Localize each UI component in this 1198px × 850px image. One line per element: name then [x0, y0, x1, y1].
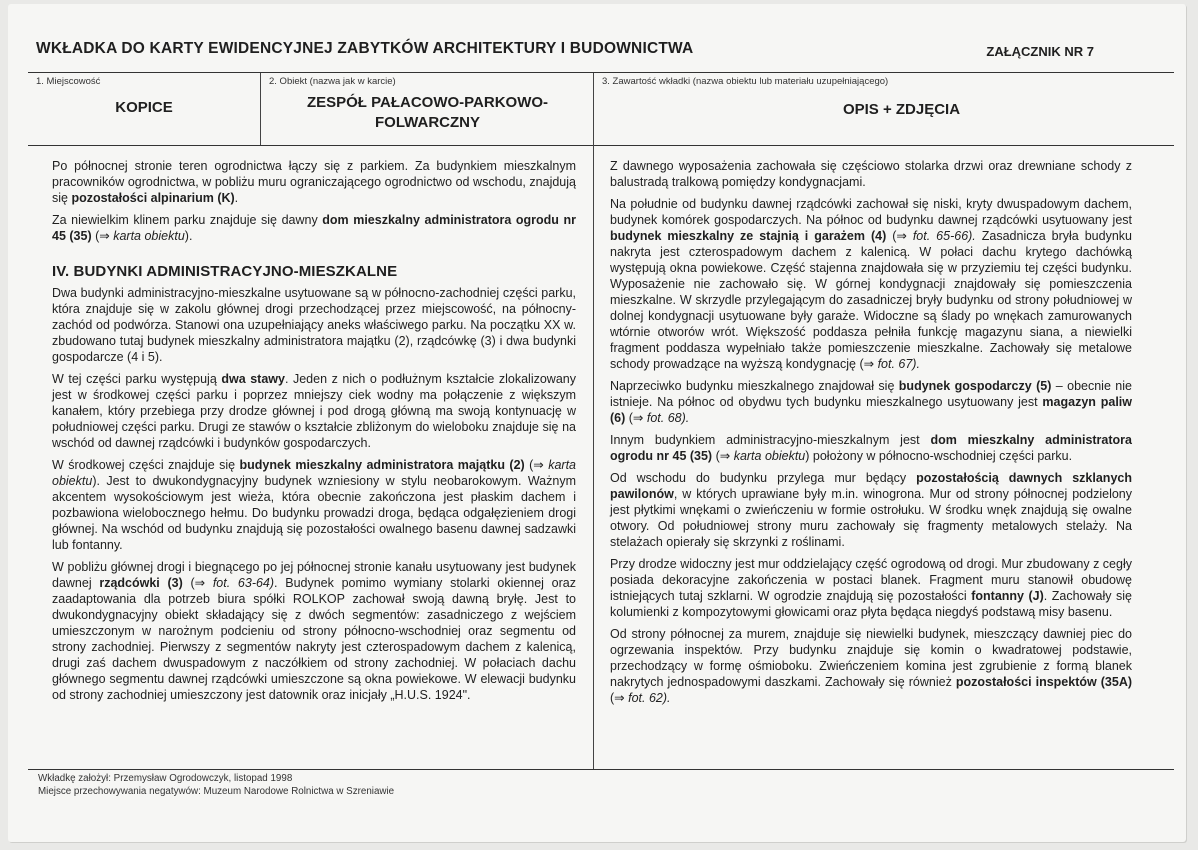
- paragraph-buildings-intro: Dwa budynki administracyjno-mieszkalne usytuowane są w północno-zachodniej części parku, która znajduje się w zakolu głównej drogi przechodzącej przez miejscowość, na północny-zachód od podwórza. Stanowi ona uzupełniający aneks właściwego parku. Na początku XX w. zbudowano tutaj budynek mieszkalny administratora majątku (2), rządcówkę (3) i dwa budynki gospodarcze (4 i 5).: [52, 286, 576, 364]
- paragraph-hotbeds: Od strony północnej za murem, znajduje się niewielki budynek, mieszczący dawniej piec do ogrzewania inspektów. Przy budynku znajduje się komin o kwadratowej podstawie, przechodzący w formę ośmioboku. Zwieńczeniem komina jest zgrubienie z formą blanek nakrytych jednospadowymi daszkami. Zachowały się również pozostałości inspektów (35A) (⇒ fot. 62).: [610, 627, 1133, 705]
- attachment-number: ZAŁĄCZNIK NR 7: [986, 44, 1094, 59]
- paragraph-ponds: W tej części parku występują dwa stawy. Jeden z nich o podłużnym kształcie zlokalizowany jest w środkowej części parku i poprzez mniejszy ciek wodny ma połączenie z większym kanałem, który przebiega przy drodze głównej i pod drogą główną ma swoją kontynuację w południowej części parku. Drugi ze stawów o kształcie zbliżonym do wieloboku znajduje się na wschód od dawnej rządcówki i budynków gospodarczych.: [52, 372, 576, 450]
- section-heading: IV. BUDYNKI ADMINISTRACYJNO-MIESZKALNE: [52, 263, 398, 280]
- form-title: WKŁADKA DO KARTY EWIDENCYJNEJ ZABYTKÓW ARCHITEKTURY I BUDOWNICTWA: [36, 40, 694, 57]
- paragraph-administrator-building: W środkowej części znajduje się budynek mieszkalny administratora majątku (2) (⇒ karta obiektu). Jest to dwukondygnacyjny budynek wzniesiony w stylu neobarokowym. Ważnym akcentem wysokościowym jest wieża, która obecnie zakończona jest płaskim dachem i pozbawiona wielobocznego hełmu. Do budynku prowadzi droga, będąca odgałęzieniem drogi głównej. Na wschód od budynku znajdują się pozostałości owalnego basenu dawnej sadzawki lub fontanny.: [52, 458, 576, 552]
- paragraph-furnishings: Z dawnego wyposażenia zachowała się częściowo stolarka drzwi oraz drewniane schody z balustradą tralkową pomiędzy kondygnacjami.: [610, 159, 1132, 189]
- content-value: OPIS + ZDJĘCIA: [842, 101, 961, 118]
- object-cell: [260, 73, 594, 145]
- paragraph-farm-building: Naprzeciwko budynku mieszkalnego znajdował się budynek gospodarczy (5) – obecnie nie istnieje. Na północ od obydwu tych budynku mieszkalnego usytuowany jest magazyn paliw (6) (⇒ fot. 68).: [610, 379, 1132, 425]
- location-cell: [28, 73, 260, 145]
- object-value: ZESPÓŁ PAŁACOWO-PARKOWO-FOLWARCZNY: [306, 94, 549, 131]
- right-column: [610, 158, 1132, 712]
- location-value: KOPICE: [115, 99, 173, 116]
- left-column: [52, 158, 576, 709]
- footer-negatives-location: Miejsce przechowywania negatywów: Muzeum Narodowe Rolnictwa w Szreniawie: [38, 785, 395, 797]
- content-label: 3. Zawartość wkładki (nazwa obiektu lub materiału uzupełniającego): [602, 76, 889, 87]
- paragraph-garden-administrator: Innym budynkiem administracyjno-mieszkalnym jest dom mieszkalny administratora ogrodu nr 45 (35) (⇒ karta obiektu) położony w północno-wschodniej części parku.: [610, 433, 1132, 463]
- paragraph-alpinarium: Po północnej stronie teren ogrodnictwa łączy się z parkiem. Za budynkiem mieszkalnym pracowników ogrodnictwa, w pobliżu muru ograniczającego ogrodnictwo od wschodu, znajdują się pozostałości alpinarium (K).: [52, 159, 576, 205]
- footer-author: Wkładkę założył: Przemysław Ogrodowczyk, listopad 1998: [38, 773, 293, 784]
- meta-row: [28, 73, 1174, 145]
- column-divider: [593, 145, 594, 769]
- paragraph-rzadcowka: W pobliżu głównej drogi i biegnącego po jej północnej stronie kanału usytuowany jest budynek dawnej rządcówki (3) (⇒ fot. 63-64). Budynek pomimo wymiany stolarki okiennej oraz zaadaptowania dla potrzeb biura spółki ROLKOP zachował swoją dawną bryłę. Jest to dwukondygnacyjny obiekt składający się z dwóch segmentów: zasadniczego z wejściem umieszczonym w narożnym podcieniu od strony północno-wschodniej oraz segmentu od strony zachodniej. Pierwszy z segmentów nakryty jest czterospadowym dachem z kalenicą, drugi zaś dachem dwuspadowym z naczółkiem od strony zachodniej. W połaciach dachu głównego segmentu dawnej rządcówki umieszczone są okna powiekowe. W elewacji budynku od strony zachodniej umieszczony jest datownik oraz inicjały „H.U.S. 1924".: [52, 560, 576, 702]
- location-label: 1. Miejscowość: [36, 76, 101, 87]
- content-cell: [593, 73, 1179, 145]
- paragraph-stable-garage: Na południe od budynku dawnej rządcówki zachował się niski, kryty dwuspadowym dachem, budynek komórek gospodarczych. Na północ od budynku dawnej rządcówki usytuowany jest budynek mieszkalny ze stajnią i garażem (4) (⇒ fot. 65-66). Zasadnicza bryła budynku nakryta jest czterospadowym dachem z kalenicą. W połaci dachu krytego dachówką występują okna powiekowe. Część stajenna znajdowała się w przyziemiu tej części budynku. Wyposażenie nie zachowało się. W górnej kondygnacji znajdowały się pomieszczenia mieszkalne. W skrzydle przylegającym do zasadniczej bryły budynku od strony południowej w dolnej kondygnacji usytuowane były garaże. Widoczne są ślady po wnękach zamurowanych wtórnie otworów wrót. Większość poddasza pełniła funkcję magazynu siana, a niewielki fragment poddasza wypełniało także pomieszczenie mieszkalne. Zachowały się metalowe schody prowadzące na wyższą kondygnację (⇒ fot. 67).: [610, 197, 1132, 371]
- paragraph-fountain: Przy drodze widoczny jest mur oddzielający część ogrodową od drogi. Mur zbudowany z cegły posiada dekoracyjne zakończenia w postaci blanek. Fragment muru stanowił obudowę istniejących tutaj szklarni. W ogrodzie znajdują się pozostałości fontanny (J). Zachowały się kolumienki z kompozytowymi głowicami oraz płyta będąca niegdyś podstawą misy basenu.: [610, 557, 1132, 619]
- paragraph-administrator-house-ref: Za niewielkim klinem parku znajduje się dawny dom mieszkalny administratora ogrodu nr 45 (35) (⇒ karta obiektu).: [52, 213, 576, 243]
- paragraph-glass-pavilions: Od wschodu do budynku przylega mur będący pozostałością dawnych szklanych pawilonów, w których uprawiane były m.in. winogrona. Mur od strony północnej podzielony jest płytkimi wnękami o zwieńczeniu w formie ostrołuku. W środku wnęk znajdują się owalne otwory. Od południowej strony muru zachowały się fragmenty metalowych stelaży. Na stelażach opierały się skrzynki z roślinami.: [610, 471, 1132, 549]
- frame-bottom-line: [28, 769, 1174, 770]
- footer: [38, 773, 394, 798]
- frame-middle-line: [28, 145, 1174, 146]
- object-label: 2. Obiekt (nazwa jak w karcie): [269, 76, 396, 87]
